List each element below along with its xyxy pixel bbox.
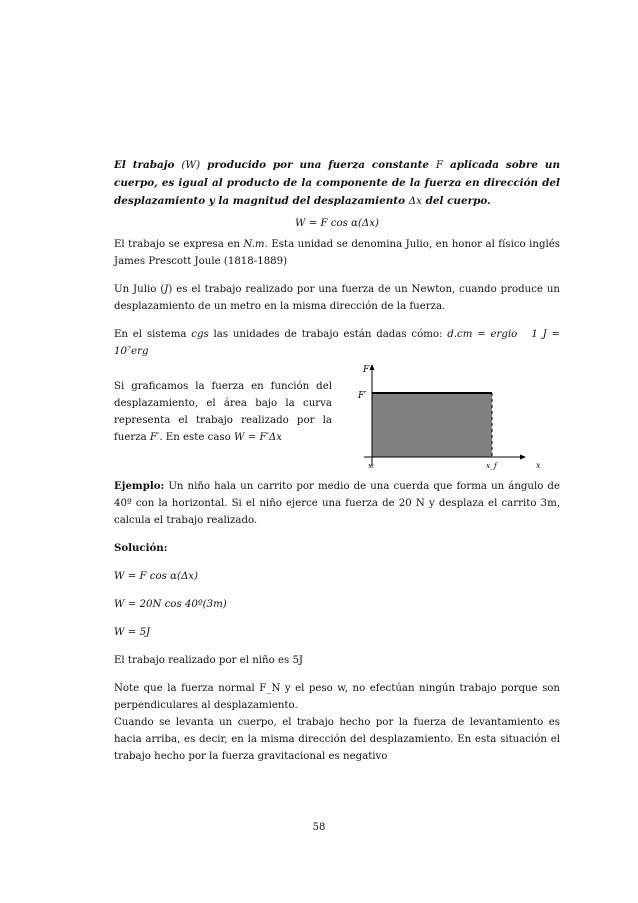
- page-number: 58: [312, 822, 326, 833]
- example-text: Un niño hala un carrito por medio de una cuerda que forma un ángulo de 40º con la horizontal. Si el niño ejerce una fuerza de 20 N y desplaza el carrito 3m, calcula el trabajo realizado.: [114, 481, 560, 526]
- y-axis-label: F: [363, 365, 370, 375]
- solution-equation-2: [114, 596, 560, 613]
- joule-erg-equation: 1 J = 10⁷erg: [114, 329, 560, 357]
- equation-text: W = F cos α(Δx): [294, 218, 380, 229]
- graph-paragraph: [114, 378, 332, 446]
- graph-section: [114, 366, 560, 478]
- cgs-symbol: cgs: [191, 329, 209, 340]
- paragraph-text: Si graficamos la fuerza en función del desplazamiento, el área bajo la curva representa el trabajo realizado por la fuerza: [114, 381, 332, 443]
- definition-var-f: F: [435, 159, 444, 171]
- example-paragraph: [114, 478, 560, 529]
- definition-var-dx: Δx: [408, 195, 423, 207]
- force-level-label: F′: [358, 391, 367, 401]
- x-start-label: xᵢ: [368, 461, 374, 470]
- page-content: [114, 156, 560, 765]
- note-paragraph: [114, 680, 560, 714]
- var-j: J: [164, 284, 169, 295]
- units-paragraph: [114, 236, 560, 270]
- result-text: El trabajo realizado por el niño es 5J: [114, 655, 304, 666]
- paragraph-text: Un Julio (: [114, 284, 165, 295]
- x-end-label: x_f: [486, 461, 497, 470]
- equation-text: W = 20N cos 40º(3m): [114, 599, 227, 610]
- solution-equation-1: [114, 568, 560, 585]
- definition-text: del cuerpo.: [425, 195, 491, 207]
- unit-symbol: N.m: [243, 239, 265, 250]
- work-area-rect: [372, 393, 492, 457]
- definition-text: producido por una fuerza constante: [207, 159, 430, 171]
- paragraph-text: las unidades de trabajo están dadas cómo:: [213, 329, 443, 340]
- equation-text: W = F cos α(Δx): [114, 571, 199, 582]
- equation-text: W = 5J: [114, 627, 151, 638]
- joule-paragraph: [114, 281, 560, 315]
- solution-result: [114, 652, 560, 669]
- solution-equation-3: [114, 624, 560, 641]
- work-definition: [114, 156, 560, 210]
- cgs-equation: d.cm = ergio: [447, 329, 518, 340]
- force-displacement-graph: [352, 360, 552, 470]
- note-text: Note que la fuerza normal F_N y el peso w, no efectúan ningún trabajo porque son perpendiculares al desplazamiento.: [114, 683, 560, 711]
- work-area-equation: W = F′Δx: [234, 432, 283, 443]
- note-paragraph-2: [114, 714, 560, 765]
- x-axis-label: x: [536, 461, 541, 470]
- var-f-prime: F′: [149, 432, 160, 443]
- cgs-paragraph: [114, 326, 560, 360]
- main-equation: [114, 215, 560, 232]
- example-label: Ejemplo:: [114, 480, 165, 492]
- y-axis-arrow: [370, 364, 375, 370]
- paragraph-text: ) es el trabajo realizado por una fuerza de un Newton, cuando produce un desplazamiento de un metro en la misma dirección de la fuerza.: [114, 284, 560, 312]
- definition-var-w: (W): [181, 159, 201, 171]
- definition-text: El trabajo: [114, 159, 175, 171]
- note-text: Cuando se levanta un cuerpo, el trabajo hecho por la fuerza de levantamiento es hacia arriba, es decir, en la misma dirección del desplazamiento. En esta situación el trabajo hecho por la fuerza gravitacional es negativo: [114, 717, 560, 762]
- x-axis-arrow: [520, 455, 526, 460]
- paragraph-text: El trabajo se expresa en: [114, 239, 240, 250]
- paragraph-text: . En este caso: [159, 432, 231, 443]
- definition-text: aplicada sobre un cuerpo, es igual al producto de la componente de la fuerza en dirección del desplazamiento y la magnitud del desplazamiento: [114, 159, 561, 207]
- paragraph-text: En el sistema: [114, 329, 187, 340]
- solution-label: Solución:: [114, 542, 168, 554]
- paragraph-text: . Esta unidad se denomina Julio, en honor al físico inglés James Prescott Joule (1818-1889): [114, 239, 561, 267]
- solution-heading: [114, 540, 560, 557]
